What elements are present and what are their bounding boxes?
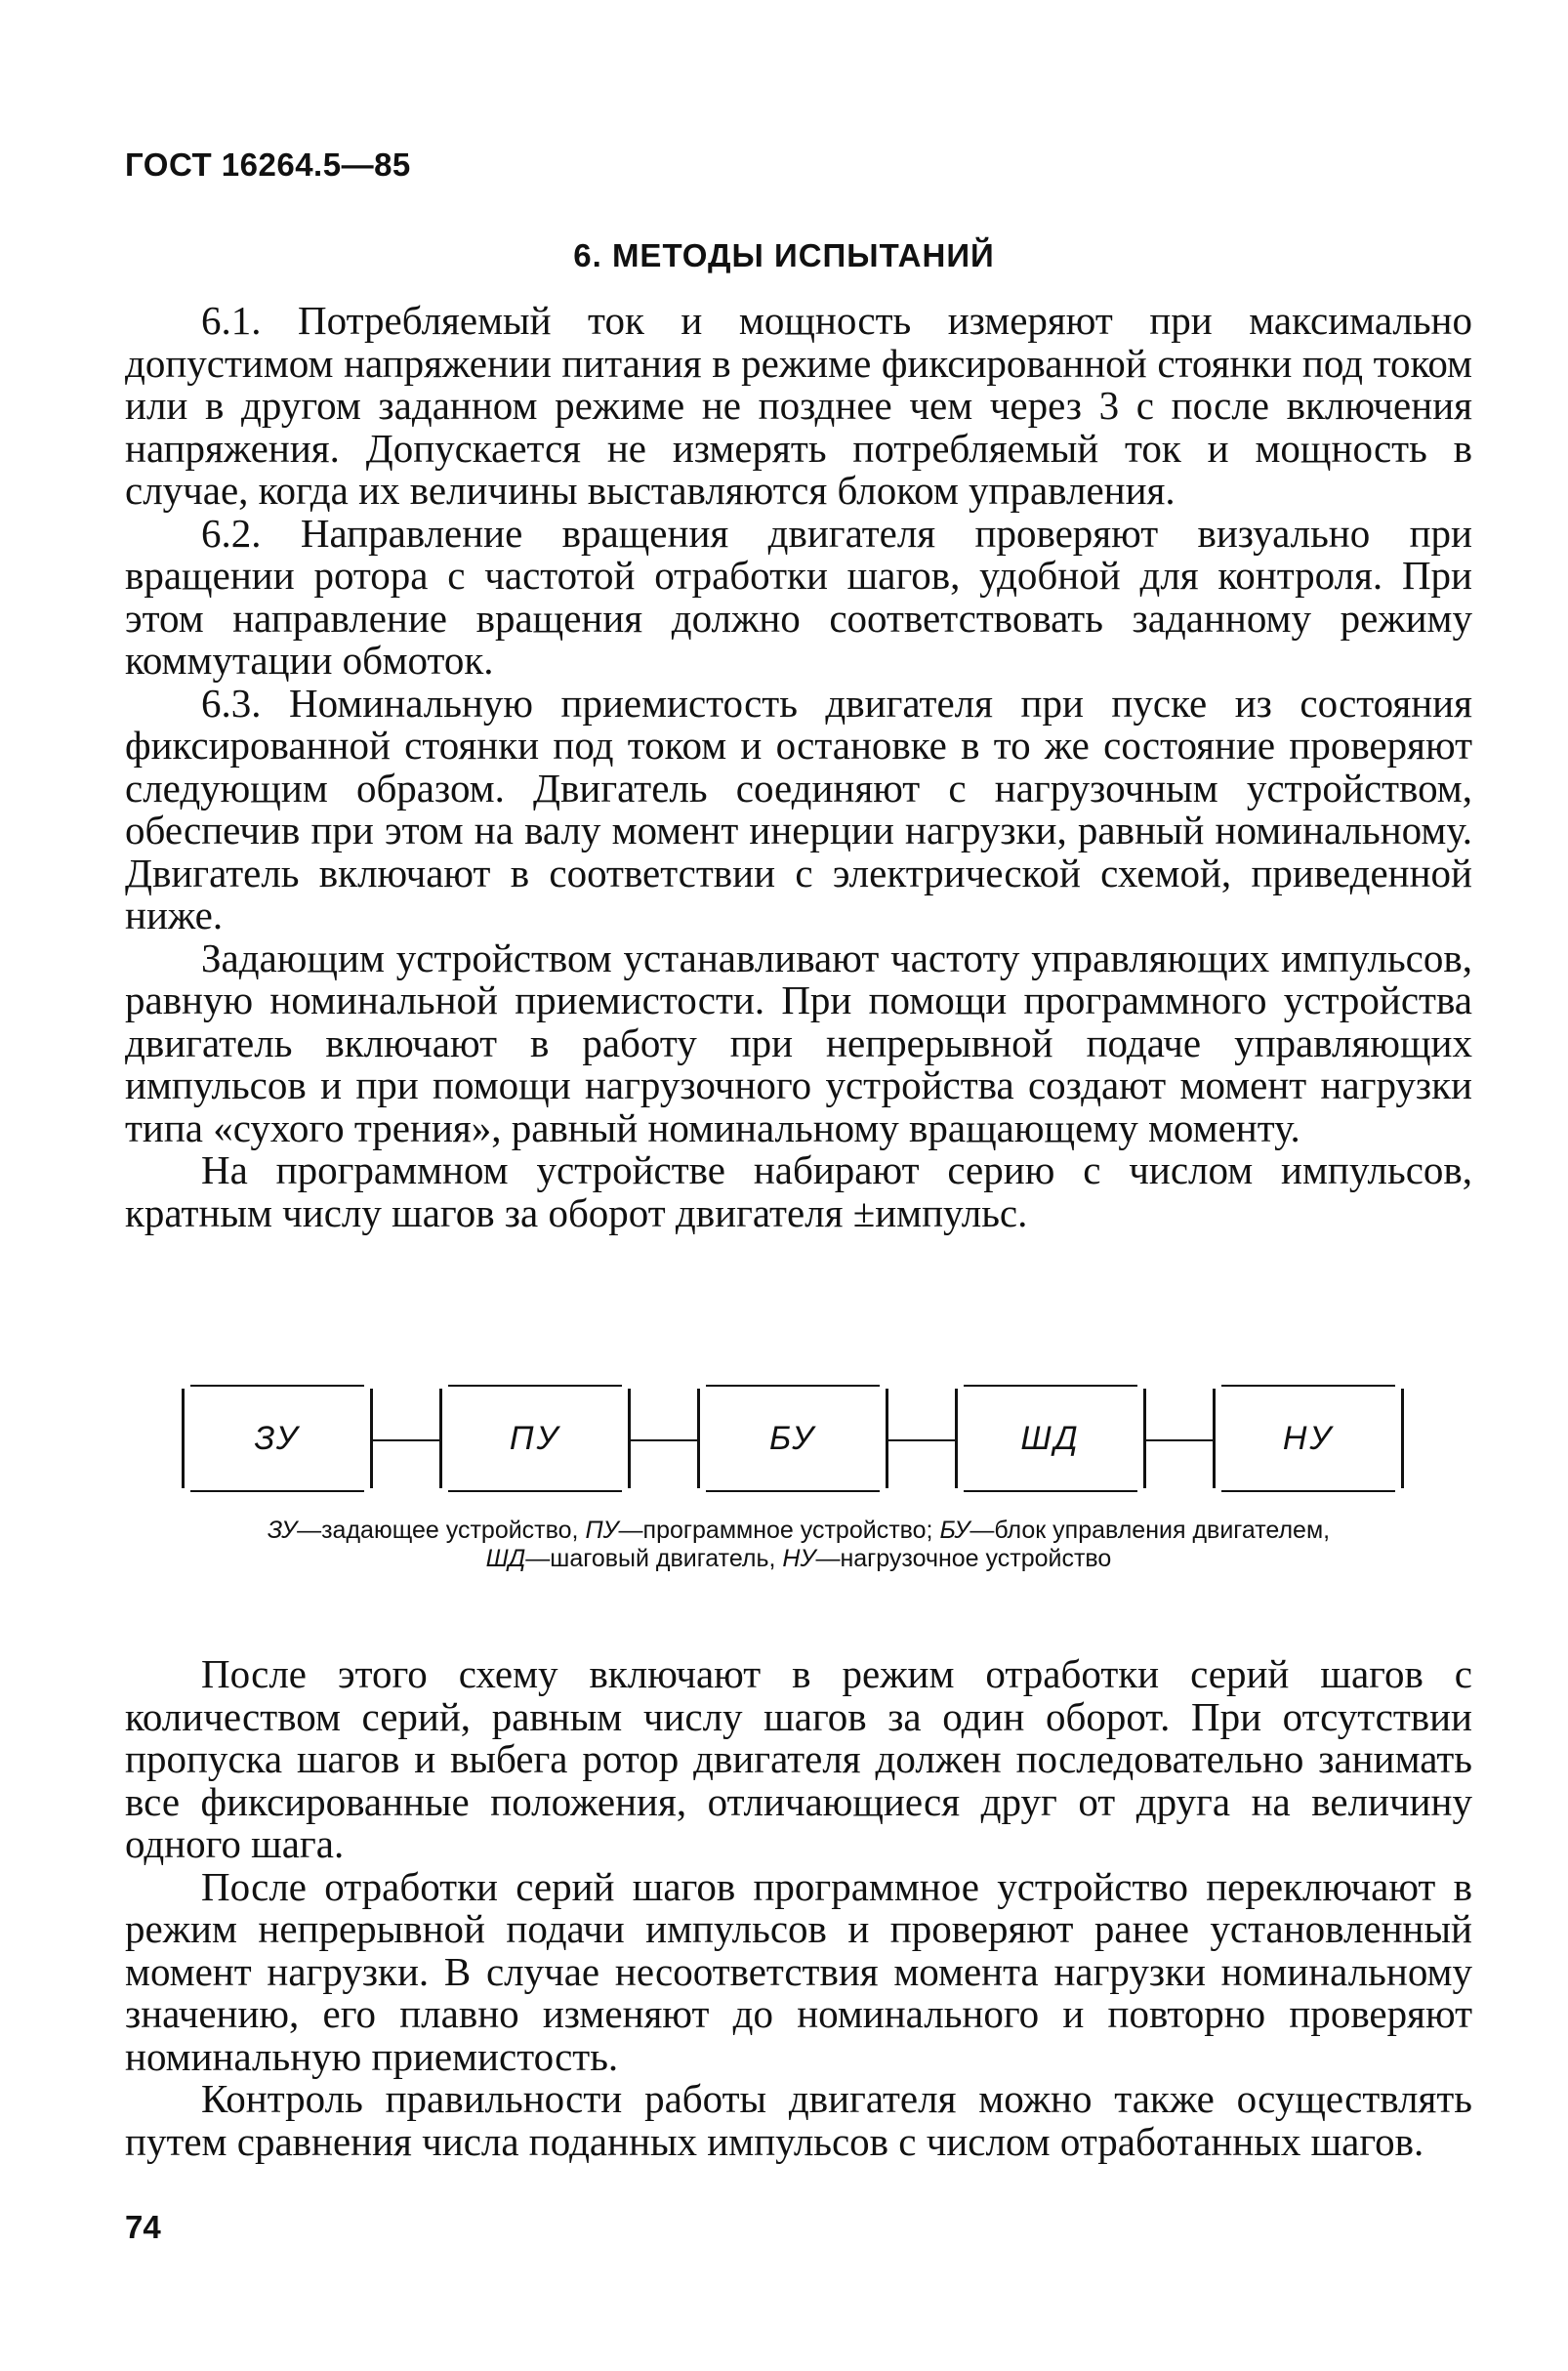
diagram-connector — [1146, 1439, 1213, 1441]
paragraph-program-series: На программном устройстве набирают серию с числом импульсов, кратным числу шагов за оборот двигателя ±импульс. — [125, 1147, 1472, 1235]
diagram-block-nu: НУ — [1213, 1389, 1404, 1488]
paragraph-control: Контроль правильности работы двигателя можно также осуществлять путем сравнения числа поданных импульсов с числом отработанных шагов. — [125, 2076, 1472, 2164]
text-block-top — [125, 300, 1472, 1234]
caption-text: —задающее устройство, — [297, 1517, 586, 1544]
standard-header: ГОСТ 16264.5—85 — [125, 146, 411, 183]
caption-text: —программное устройство; — [618, 1517, 940, 1544]
paragraph-series-test: После этого схему включают в режим отработки серий шагов с количеством серий, равным числу шагов за один оборот. При отсутствии пропуска шагов и выбега ротор двигателя должен последовательно занимать все фиксированные положения, отличающиеся друг от друга на величину одного шага. — [125, 1651, 1472, 1866]
diagram-block-zu: ЗУ — [182, 1389, 373, 1488]
diagram-block-bu: БУ — [697, 1389, 888, 1488]
paragraph-master-device: Задающим устройством устанавливают частоту управляющих импульсов, равную номинальной приемистости. При помощи программного устройства двигатель включают в работу при непрерывной подаче управляющих импульсов и при помощи нагрузочного устройства создают момент нагрузки типа «сухого трения», равный номинальному вращающему моменту. — [125, 935, 1472, 1150]
diagram-block-pu: ПУ — [439, 1389, 631, 1488]
caption-text: —блок управления двигателем, — [970, 1517, 1331, 1544]
caption-text: —нагрузочное устройство — [815, 1545, 1112, 1572]
paragraph-load-check: После отработки серий шагов программное устройство переключают в режим непрерывной подачи импульсов и проверяют ранее установленный момент нагрузки. В случае несоответствия момента нагрузки номинальному значению, его плавно изменяют до номинального и повторно проверяют номинальную приемистость. — [125, 1863, 1472, 2079]
diagram-connector — [631, 1439, 697, 1441]
caption-line-2 — [125, 1545, 1472, 1573]
paragraph-6-2: 6.2. Направление вращения двигателя проверяют визуально при вращении ротора с частотой отработки шагов, удобной для контроля. При этом направление вращения должно соответствовать заданному режиму коммутации обмоток. — [125, 510, 1472, 683]
caption-abbr: ШД — [485, 1545, 526, 1572]
text-block-bottom — [125, 1653, 1472, 2163]
diagram-block-shd: ШД — [955, 1389, 1146, 1488]
diagram-connector — [373, 1439, 439, 1441]
caption-text: —шаговый двигатель, — [525, 1545, 783, 1572]
caption-abbr: БУ — [939, 1517, 970, 1544]
paragraph-6-1: 6.1. Потребляемый ток и мощность измеряют при максимально допустимом напряжении питания в режиме фиксированной стоянки под током или в другом заданном режиме не позднее чем через 3 с после включения напряжения. Допускается не измерять потребляемый ток и мощность в случае, когда их величины выставляются блоком управления. — [125, 298, 1472, 513]
block-diagram — [182, 1385, 1416, 1498]
diagram-caption — [125, 1517, 1472, 1573]
paragraph-6-3: 6.3. Номинальную приемистость двигателя при пуске из состояния фиксированной стоянки под током и остановке в то же состояние проверяют следующим образом. Двигатель соединяют с нагрузочным устройством, обеспечив при этом на валу момент инерции нагрузки, равный номинальному. Двигатель включают в соответствии с электрической схемой, приведенной ниже. — [125, 680, 1472, 937]
diagram-connector — [888, 1439, 955, 1441]
page-number: 74 — [125, 2209, 161, 2245]
section-title: 6. МЕТОДЫ ИСПЫТАНИЙ — [573, 237, 995, 273]
caption-abbr: НУ — [782, 1545, 816, 1572]
caption-line-1 — [125, 1517, 1472, 1545]
caption-abbr: ПУ — [585, 1517, 619, 1544]
caption-abbr: ЗУ — [267, 1517, 298, 1544]
